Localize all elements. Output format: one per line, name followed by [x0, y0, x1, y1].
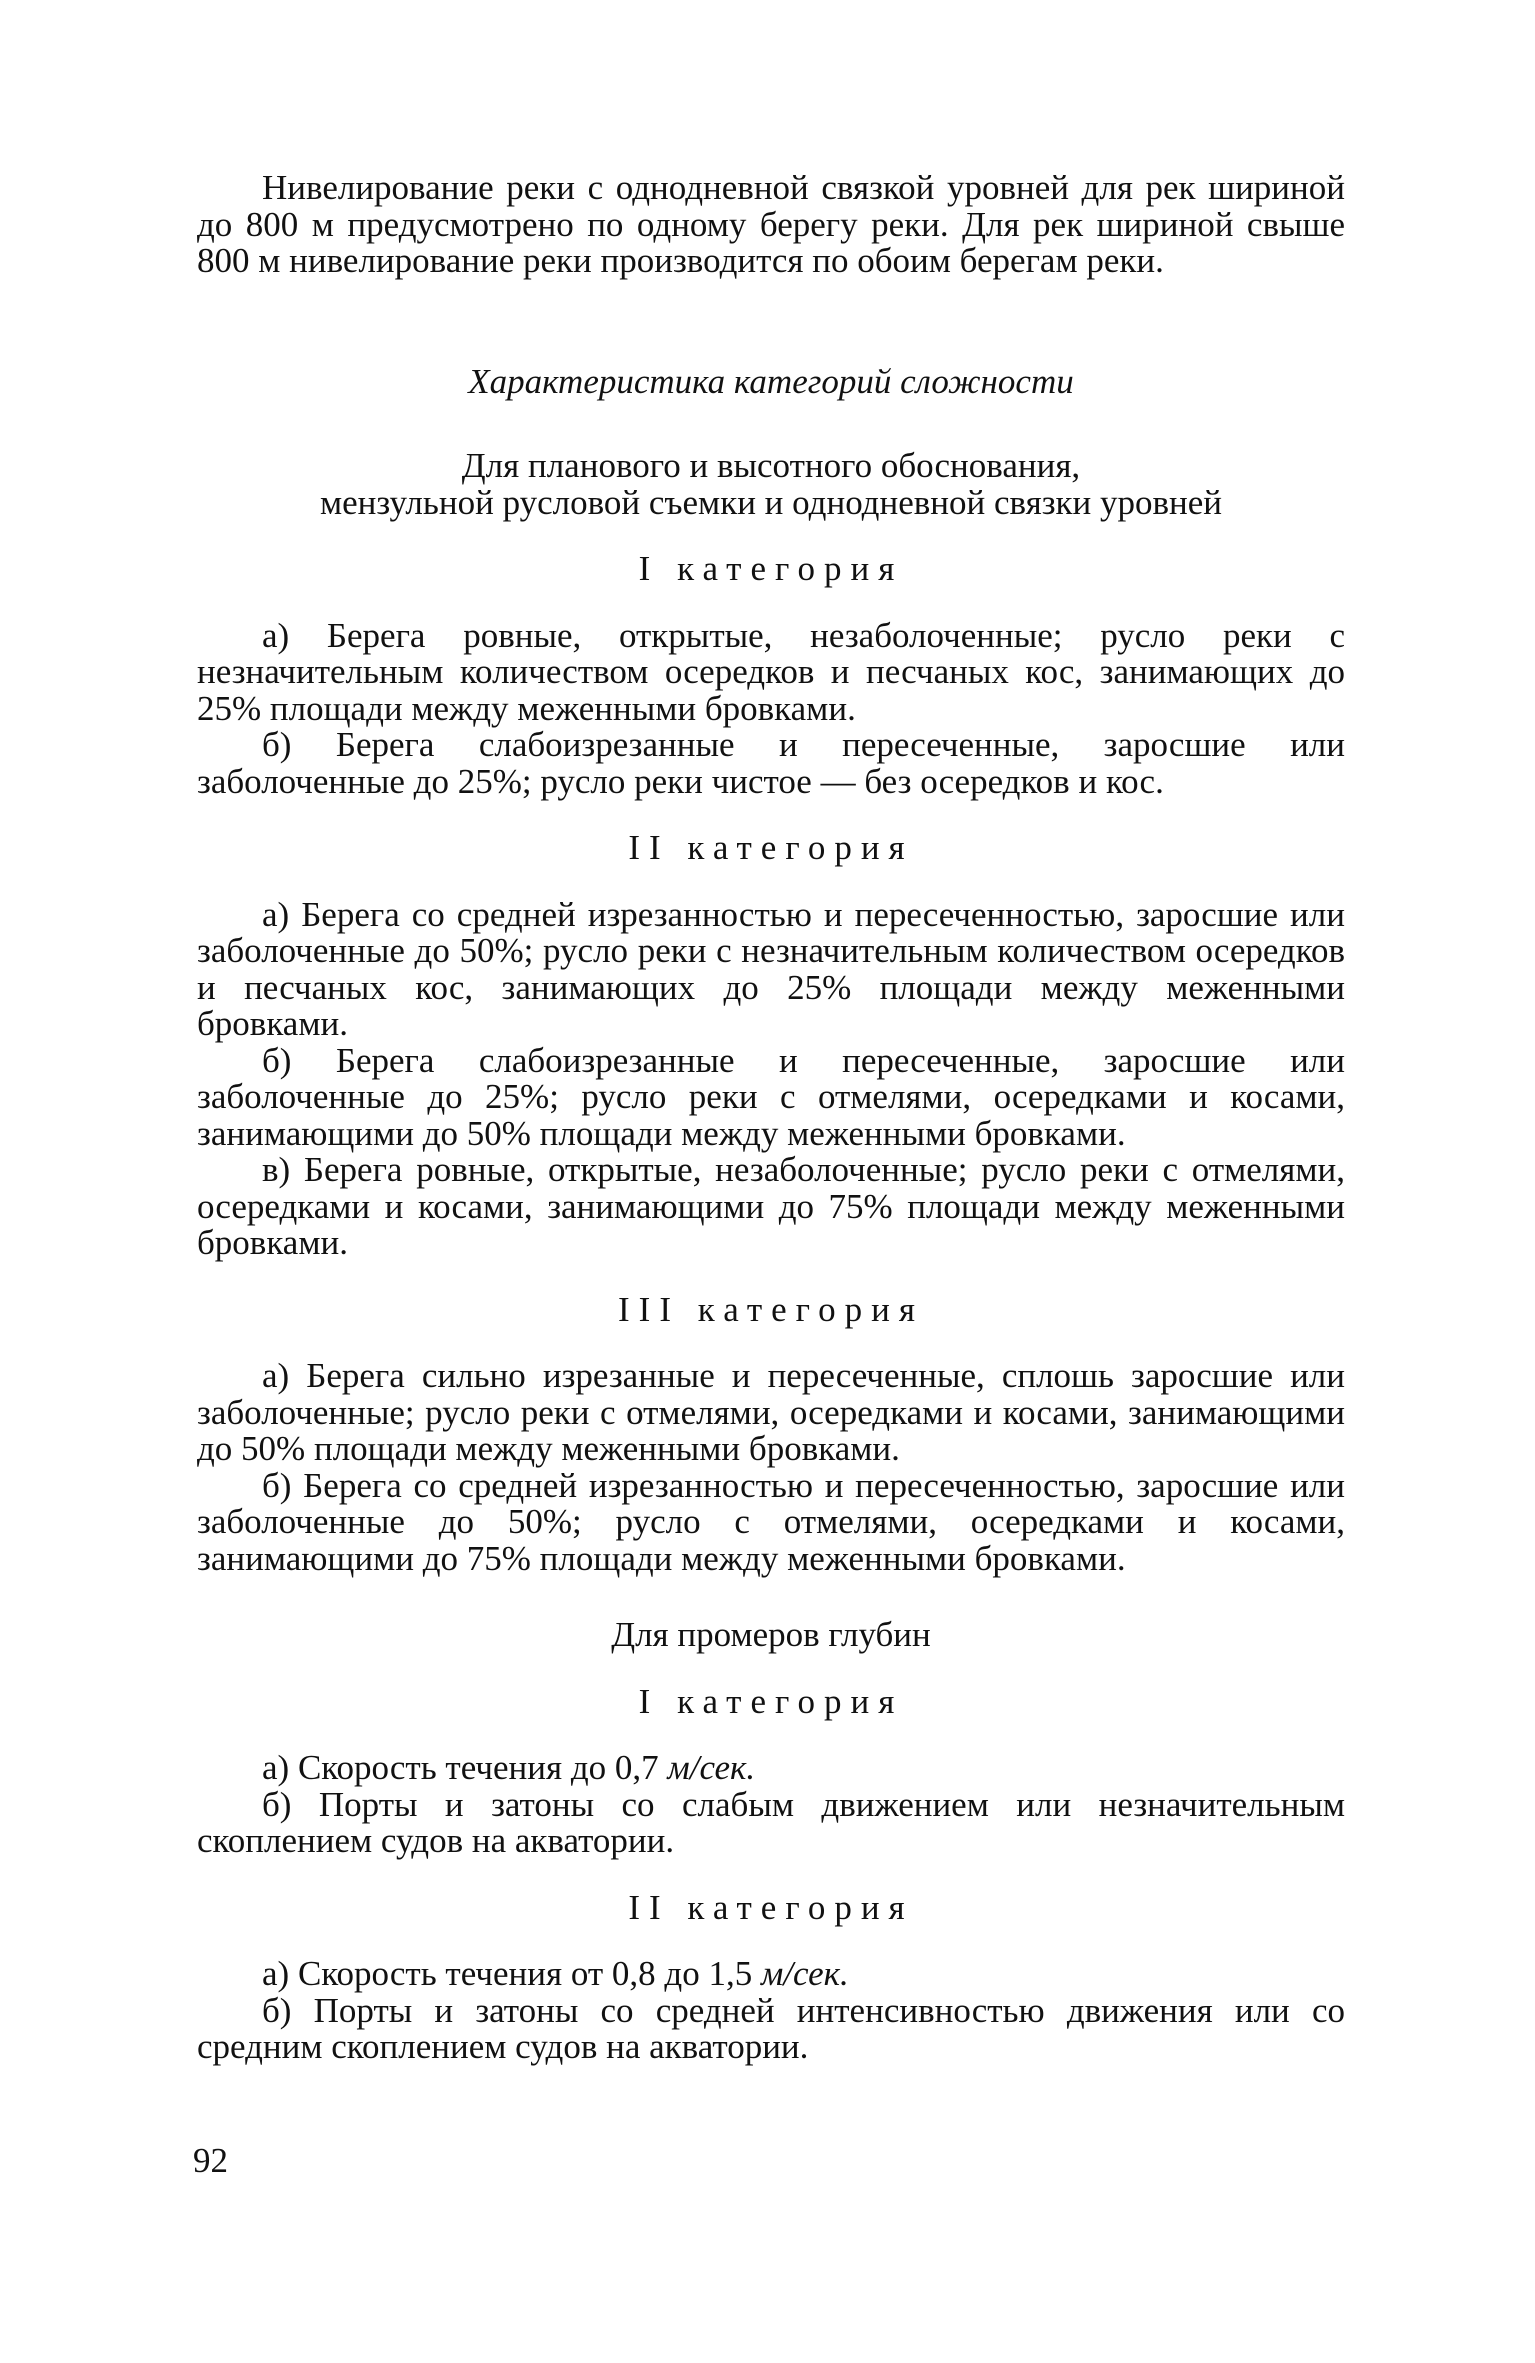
category-heading-2: II категория [628, 828, 914, 867]
category-heading-3: III категория [618, 1289, 924, 1329]
page-body [197, 170, 1345, 2066]
cat1-item-b: б) Берега слабоизрезанные и пересеченные, заросшие или заболоченные до 25%; русло реки чистое — без осередков и кос. [197, 725, 1345, 801]
speed-unit: м/сек. [667, 1748, 756, 1787]
speed-unit: м/сек. [760, 1954, 849, 1993]
depth-category-heading-2: II категория [628, 1887, 914, 1927]
depth-category-heading-1: I категория [638, 1681, 904, 1721]
depth-section-title: Для промеров глубин [611, 1615, 931, 1654]
subsection-title-line2: мензульной русловой съемки и однодневной связки уровней [319, 482, 1223, 522]
cat3-item-a: а) Берега сильно изрезанные и пересеченные, сплошь заросшие или заболоченные; русло реки с отмелями, осередками и косами, занимающими до 50% площади между меженными бровками. [197, 1356, 1345, 1468]
cat1-item-a: а) Берега ровные, открытые, незаболоченные; русло реки с незначительным количеством осередков и песчаных кос, занимающих до 25% площади между меженными бровками. [197, 615, 1345, 728]
depth-cat1-item-b: б) Порты и затоны со слабым движением или незначительным скоплением судов на акватории. [197, 1784, 1345, 1860]
cat2-item-b: б) Берега слабоизрезанные и пересеченные, заросшие или заболоченные до 25%; русло реки с отмелями, осередками и косами, занимающими до 50% площади между меженными бровками. [197, 1040, 1345, 1153]
cat2-item-a: а) Берега со средней изрезанностью и пересеченностью, заросшие или заболоченные до 50%; русло реки с незначительным количеством осередков и песчаных кос, занимающих до 25% площади между меженными бровками. [197, 894, 1345, 1043]
category-heading-1: I категория [638, 549, 904, 588]
intro-paragraph: Нивелирование реки с однодневной связкой уровней для рек шириной до 800 м предусмотрено по одному берегу реки. Для рек шириной свыше 800 м нивелирование реки производится по обоим берегам реки. [197, 168, 1345, 280]
depth-cat2-item-a-text: а) Скорость течения от 0,8 до 1,5 [262, 1954, 761, 1993]
page-number: 92 [193, 2141, 228, 2180]
cat2-item-c: в) Берега ровные, открытые, незаболоченные; русло реки с отмелями, осередками и косами, занимающими до 75% площади между меженными бровками. [197, 1150, 1345, 1262]
depth-cat2-item-b: б) Порты и затоны со средней интенсивностью движения или со средним скоплением судов на акватории. [197, 1990, 1345, 2066]
depth-cat1-item-a-text: а) Скорость течения до 0,7 [262, 1748, 668, 1787]
depth-cat2-item-a [197, 1956, 1345, 1993]
subsection-title-line1: Для планового и высотного обоснования, [461, 446, 1081, 485]
section-title: Характеристика категорий сложности [468, 361, 1074, 401]
cat3-item-b: б) Берега со средней изрезанностью и пересеченностью, заросшие или заболоченные до 50%; русло с отмелями, осередками и косами, занимающими до 75% площади между меженными бровками. [197, 1465, 1345, 1578]
depth-cat1-item-a [197, 1750, 1345, 1787]
